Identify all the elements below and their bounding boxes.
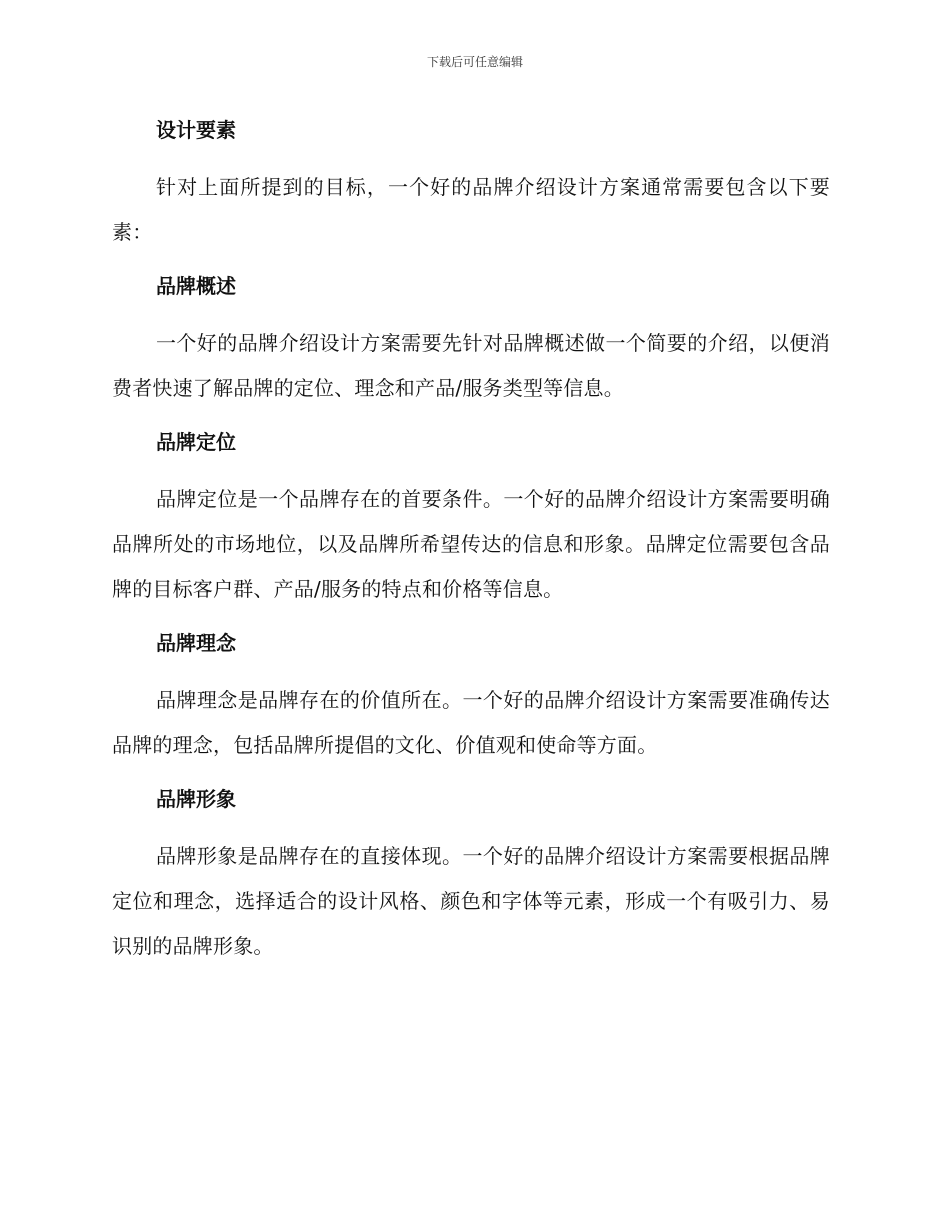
- section-heading: 品牌定位: [156, 430, 236, 454]
- section-paragraph: 品牌定位是一个品牌存在的首要条件。一个好的品牌介绍设计方案需要明确品牌所处的市场地位，以及品牌所希望传达的信息和形象。品牌定位需要包含品牌的目标客户群、产品/服务的特点和价格等信息。: [112, 487, 830, 601]
- section-brand-philosophy: [112, 625, 830, 768]
- section-paragraph: 品牌理念是品牌存在的价值所在。一个好的品牌介绍设计方案需要准确传达品牌的理念，包括品牌所提倡的文化、价值观和使命等方面。: [112, 688, 830, 757]
- document-body: [112, 112, 830, 969]
- section-heading: 品牌概述: [156, 274, 236, 298]
- section-brand-image: [112, 781, 830, 969]
- page-header: 下载后可任意编辑: [426, 55, 523, 69]
- section-paragraph: 针对上面所提到的目标，一个好的品牌介绍设计方案通常需要包含以下要素：: [112, 175, 830, 244]
- section-heading: 设计要素: [156, 118, 236, 142]
- section-design-elements: [112, 112, 830, 255]
- section-paragraph: 品牌形象是品牌存在的直接体现。一个好的品牌介绍设计方案需要根据品牌定位和理念，选择适合的设计风格、颜色和字体等元素，形成一个有吸引力、易识别的品牌形象。: [112, 844, 830, 958]
- section-brand-overview: [112, 268, 830, 411]
- section-heading: 品牌形象: [156, 787, 236, 811]
- section-heading: 品牌理念: [156, 631, 236, 655]
- section-brand-positioning: [112, 424, 830, 612]
- section-paragraph: 一个好的品牌介绍设计方案需要先针对品牌概述做一个简要的介绍，以便消费者快速了解品牌的定位、理念和产品/服务类型等信息。: [112, 331, 830, 400]
